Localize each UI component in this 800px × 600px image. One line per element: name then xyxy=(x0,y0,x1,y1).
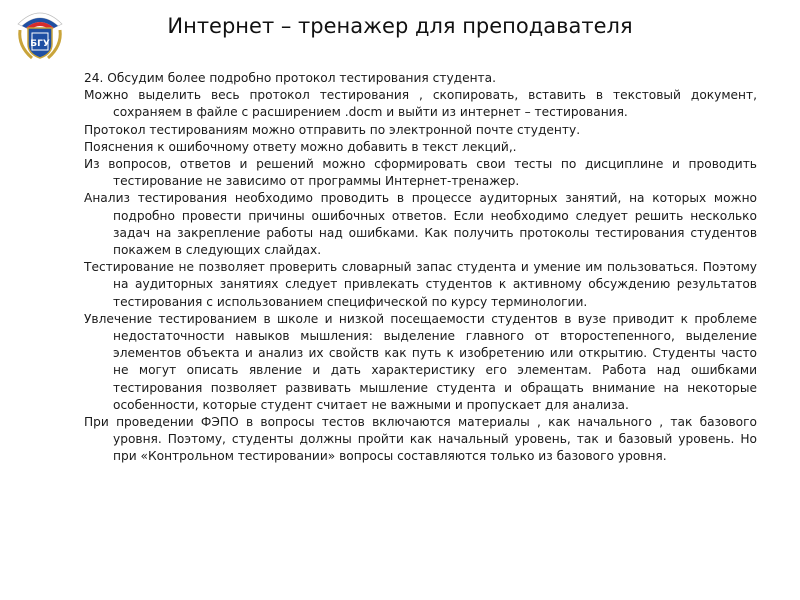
logo-monogram: БГУ xyxy=(30,39,50,49)
paragraph: Из вопросов, ответов и решений можно сформировать свои тесты по дисциплине и проводить тестирование не зависимо от программы Интернет-тренажер. xyxy=(84,157,757,189)
paragraph: Протокол тестированиям можно отправить по электронной почте студенту. xyxy=(84,122,581,137)
paragraph: При проведении ФЭПО в вопросы тестов включаются материалы , как начального , так базового уровня. Поэтому, студенты должны пройти как начальный уровень, так и базовый уровень. Но при «Контрольном тестировании» вопросы составляются только из базового уровня. xyxy=(84,415,757,464)
paragraph: Тестирование не позволяет проверить словарный запас студента и умение им пользоваться. Поэтому на аудиторных занятиях следует привлекать студентов к активному обсуждению результатов тестирования с использованием специфической по курсу терминологии. xyxy=(84,260,757,309)
paragraph: Пояснения к ошибочному ответу можно добавить в текст лекций,. xyxy=(84,139,517,154)
slide-title: Интернет – тренажер для преподавателя xyxy=(167,14,633,38)
paragraph: 24. Обсудим более подробно протокол тестирования студента. xyxy=(84,71,496,85)
paragraph: Анализ тестирования необходимо проводить в процессе аудиторных занятий, на которых можно подробно провести причины ошибочных ответов. Если необходимо следует решить несколько задач на закрепление работы над ошибками. Как получить протоколы тестирования студентов покажем в следующих слайдах. xyxy=(84,191,757,258)
slide-content xyxy=(84,70,757,466)
paragraph: Увлечение тестированием в школе и низкой посещаемости студентов в вузе приводит к проблеме недостаточности навыков мышления: выделение главного от второстепенного, выделение элементов объекта и анализ их свойств как путь к изобретению или открытию. Студенты часто не могут описать явление и дать характеристику его элементам. Работа над ошибками тестирования позволяет развивать мышление студента и обращать внимание на некоторые особенности, которые студент считает не важными и пропускает для анализа. xyxy=(84,311,757,412)
paragraph: Можно выделить весь протокол тестирования , скопировать, вставить в текстовый документ, сохраняем в файле с расширением .docm и выйти из интернет – тестирования. xyxy=(84,88,757,120)
